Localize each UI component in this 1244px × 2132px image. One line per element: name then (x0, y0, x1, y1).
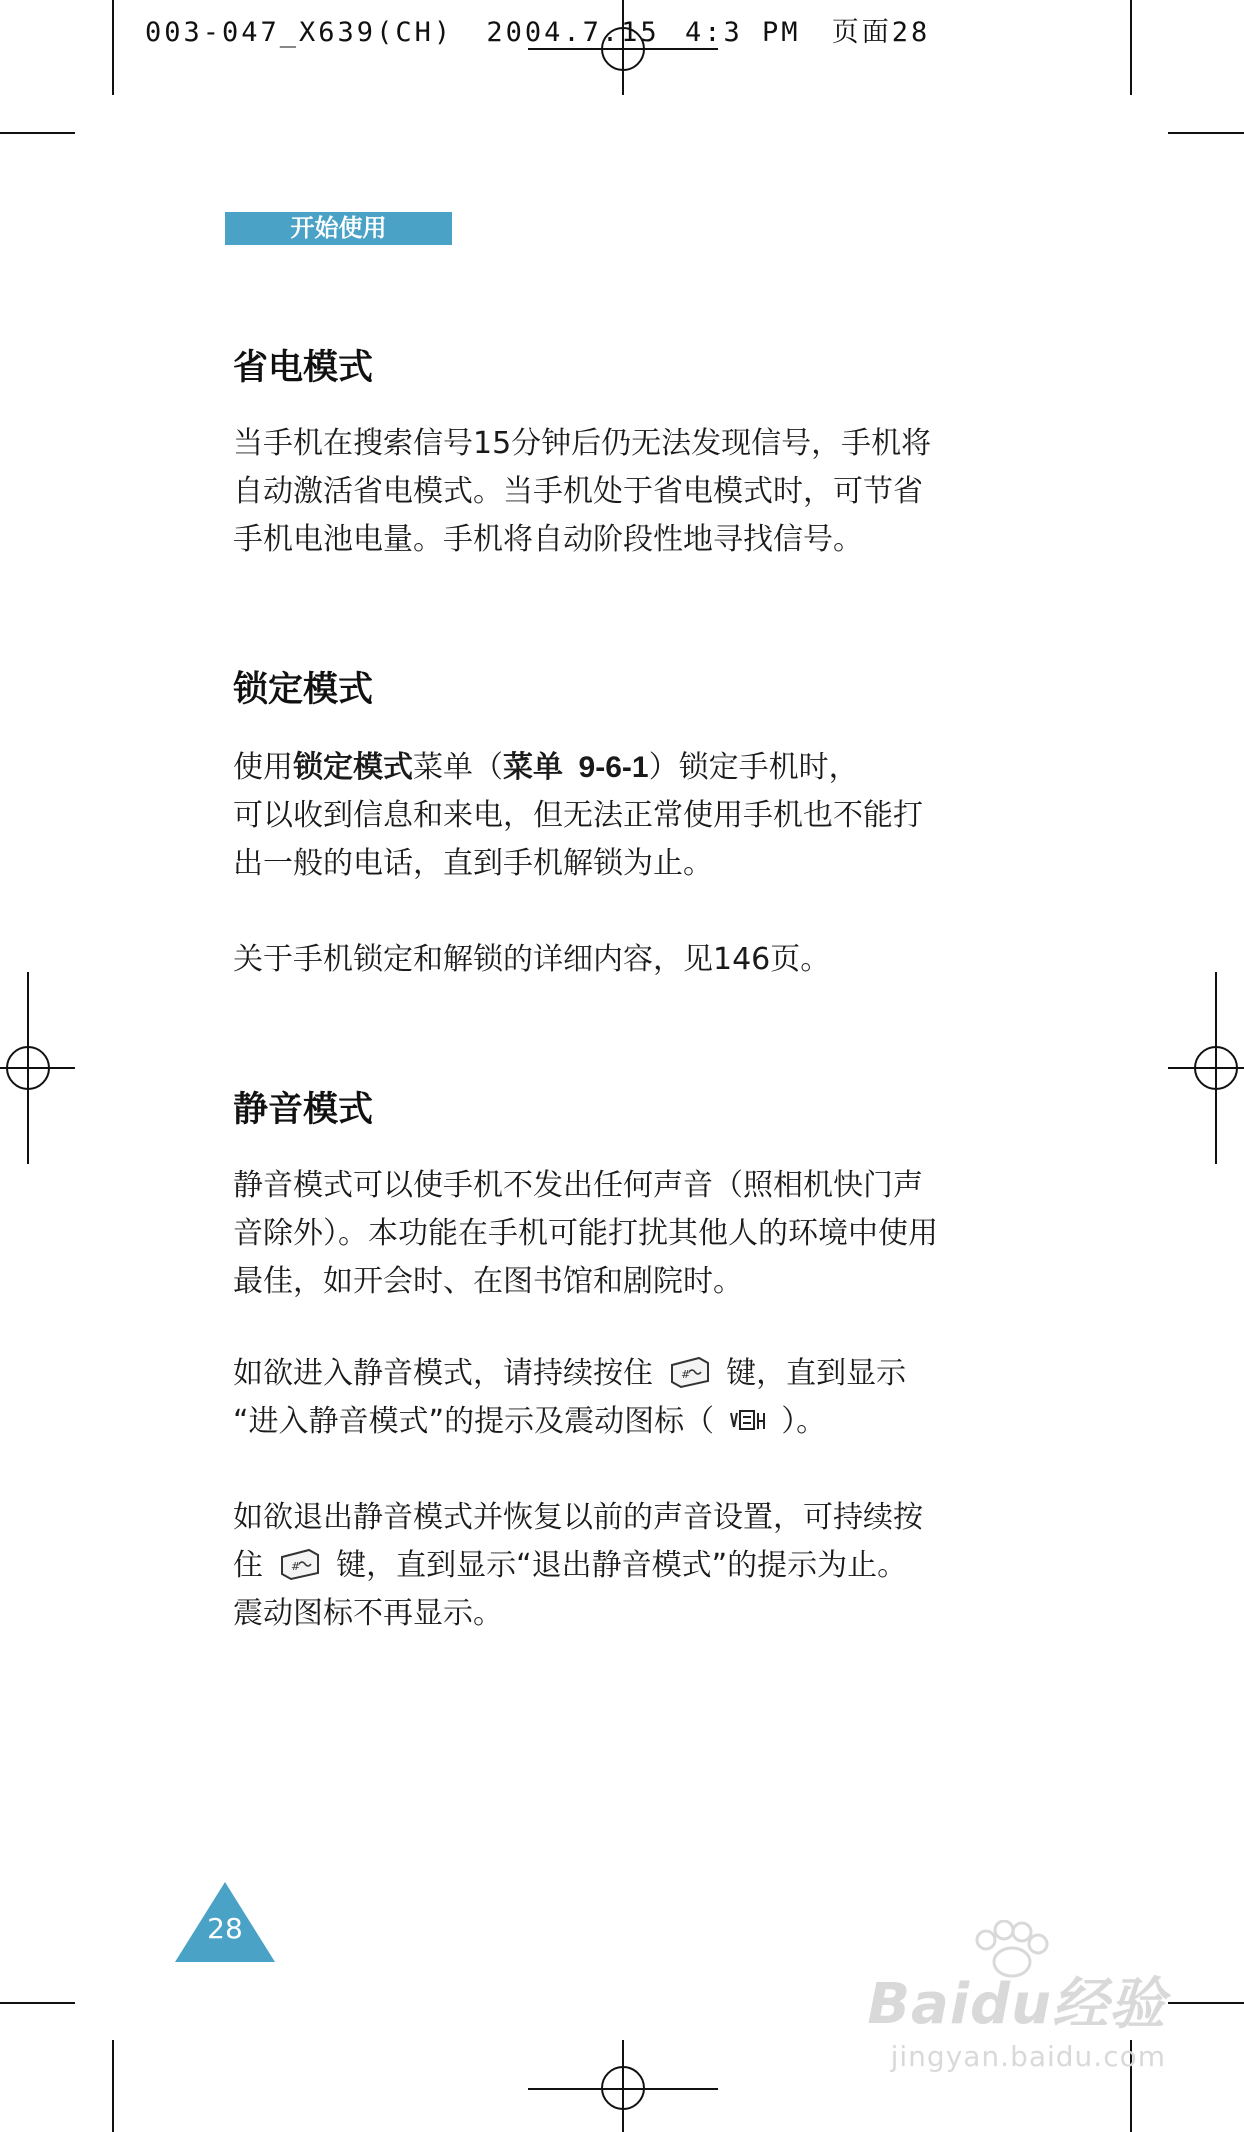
hash-key-icon (669, 1355, 711, 1389)
silent-mode-enter-instructions (233, 1350, 1023, 1446)
text-line (233, 1350, 1023, 1398)
page-number: 28 (207, 1912, 243, 1945)
menu-name: 锁定模式 (293, 750, 413, 785)
crop-mark (112, 2040, 114, 2132)
hash-key-icon (279, 1547, 321, 1581)
watermark-main: Baidu经验 (867, 1972, 1166, 2037)
crop-mark (1168, 2002, 1244, 2004)
text-run: 键，直到显示 (726, 1356, 907, 1391)
crop-mark (0, 2002, 75, 2004)
print-slug-file: 003-047_X639(CH) (145, 17, 454, 48)
crop-mark (0, 132, 75, 134)
text-line: 震动图标不再显示。 (233, 1596, 503, 1631)
print-slug-date: 2004.7.15 (486, 17, 660, 48)
text-line: 手机电池电量。手机将自动阶段性地寻找信号。 (233, 522, 863, 557)
text-run: ）。 (781, 1404, 827, 1439)
registration-circle (6, 1046, 50, 1090)
section-title-silent-mode: 静音模式 (233, 1090, 374, 1130)
text-run: ）锁定手机时， (648, 750, 859, 785)
text-line (233, 1542, 1023, 1590)
text-run: 使用 (233, 750, 293, 785)
svg-text:#: # (680, 1368, 690, 1381)
lock-mode-paragraph (233, 744, 1023, 888)
text-run: 菜单（ (413, 750, 503, 785)
section-title-lock-mode: 锁定模式 (233, 670, 374, 710)
registration-circle (1194, 1046, 1238, 1090)
print-slug-page: 页面28 (831, 17, 931, 48)
text-run: 住 (233, 1548, 263, 1583)
print-slug (145, 10, 930, 49)
vibration-icon (728, 1402, 768, 1432)
text-line: 自动激活省电模式。当手机处于省电模式时，可节省 (233, 474, 923, 509)
text-line: 可以收到信息和来电，但无法正常使用手机也不能打 (233, 798, 923, 833)
lock-mode-note: 关于手机锁定和解锁的详细内容，见146页。 (233, 942, 831, 977)
text-run: 键，直到显示“退出静音模式”的提示为止。 (336, 1548, 908, 1583)
watermark-url: jingyan.baidu.com (890, 2040, 1166, 2073)
text-line: 最佳，如开会时、在图书馆和剧院时。 (233, 1264, 743, 1299)
text-line: 出一般的电话，直到手机解锁为止。 (233, 846, 713, 881)
menu-label: 菜单 (503, 750, 563, 785)
print-slug-time: 4:3 PM (684, 17, 801, 48)
text-run: “进入静音模式”的提示及震动图标（ (233, 1404, 715, 1439)
text-line (233, 1398, 1023, 1446)
paw-icon (966, 1920, 1056, 1980)
crop-mark (112, 0, 114, 95)
menu-code: 9-6-1 (578, 751, 649, 784)
text-line: 静音模式可以使手机不发出任何声音（照相机快门声 (233, 1168, 923, 1203)
text-line: 音除外）。本功能在手机可能打扰其他人的环境中使用 (233, 1216, 938, 1251)
power-saving-paragraph (233, 420, 1023, 564)
text-line: 如欲退出静音模式并恢复以前的声音设置，可持续按 (233, 1500, 923, 1535)
section-title-power-saving: 省电模式 (233, 348, 374, 388)
silent-mode-paragraph (233, 1162, 1023, 1306)
section-tab: 开始使用 (225, 212, 452, 245)
crop-mark (1130, 0, 1132, 95)
text-line (233, 744, 1023, 792)
silent-mode-exit-instructions (233, 1494, 1023, 1638)
text-line: 当手机在搜索信号15分钟后仍无法发现信号，手机将 (233, 426, 932, 461)
crop-mark (1168, 132, 1244, 134)
text-run: 如欲进入静音模式，请持续按住 (233, 1356, 653, 1391)
svg-text:#: # (290, 1560, 300, 1573)
registration-circle (601, 2066, 645, 2110)
watermark (867, 1960, 1166, 2073)
